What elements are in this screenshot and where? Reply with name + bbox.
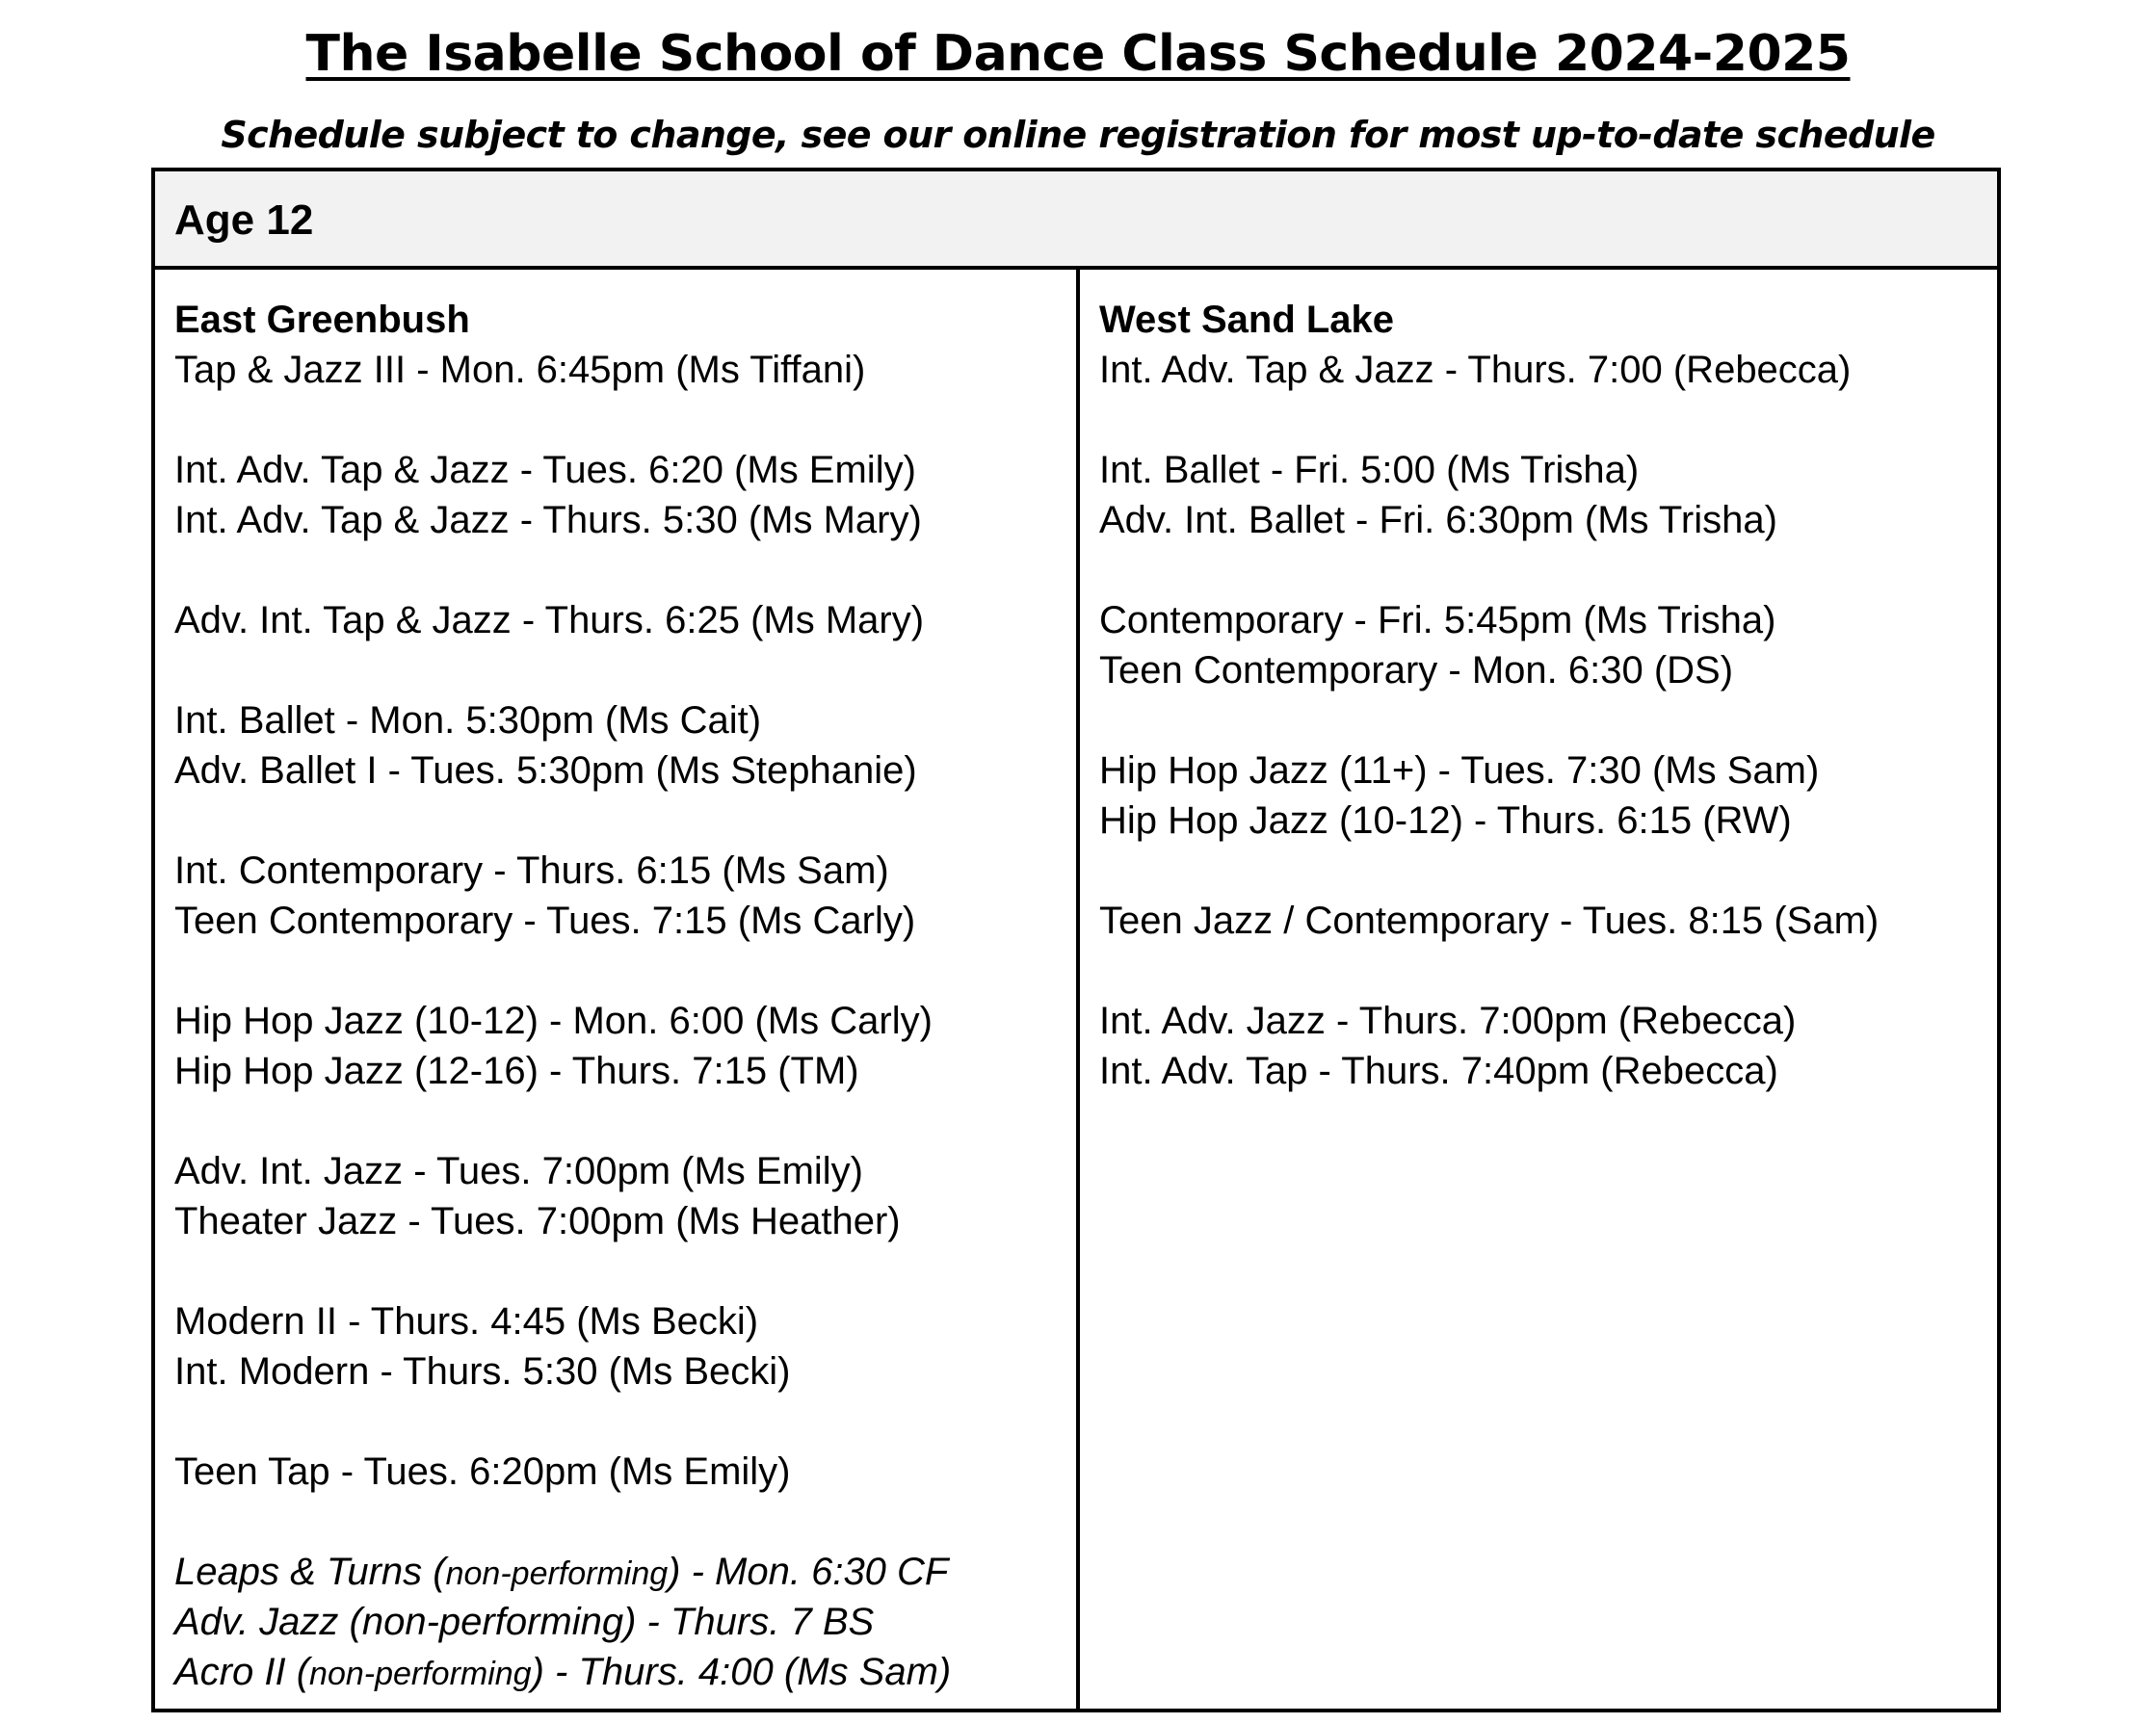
column-divider — [1076, 270, 1080, 1709]
class-details: ) - Thurs. 4:00 (Ms Sam) — [531, 1651, 952, 1693]
schedule-table — [151, 168, 2001, 1712]
east-greenbush-column — [174, 295, 1070, 1697]
class-item: Int. Adv. Jazz - Thurs. 7:00pm (Rebecca) — [1099, 1000, 1797, 1042]
class-item: Int. Ballet - Fri. 5:00 (Ms Trisha) — [1099, 449, 1640, 491]
non-performing-note: non-performing — [309, 1656, 532, 1692]
class-name: Leaps & Turns ( — [174, 1551, 446, 1593]
class-item: Adv. Int. Jazz - Tues. 7:00pm (Ms Emily) — [174, 1150, 863, 1192]
class-name: Adv. Jazz (non-performing) - Thurs. 7 BS — [174, 1601, 875, 1643]
class-item: Hip Hop Jazz (12-16) - Thurs. 7:15 (TM) — [174, 1050, 859, 1092]
class-item: Int. Modern - Thurs. 5:30 (Ms Becki) — [174, 1350, 791, 1393]
page-title: The Isabelle School of Dance Class Schedule 2024-2025 — [305, 25, 1851, 83]
non-performing-class-item — [174, 1647, 1070, 1697]
class-item: Adv. Int. Ballet - Fri. 6:30pm (Ms Trisha) — [1099, 499, 1777, 541]
class-item: Adv. Ballet I - Tues. 5:30pm (Ms Stephanie) — [174, 749, 917, 792]
age-group-label: Age 12 — [174, 196, 314, 244]
location-heading-west-sand-lake: West Sand Lake — [1099, 299, 1395, 341]
class-item: Teen Jazz / Contemporary - Tues. 8:15 (Sam) — [1099, 900, 1880, 942]
class-item: Theater Jazz - Tues. 7:00pm (Ms Heather) — [174, 1200, 901, 1242]
page-subtitle: Schedule subject to change, see our online registration for most up-to-date schedule — [221, 114, 1935, 156]
class-item: Teen Contemporary - Mon. 6:30 (DS) — [1099, 649, 1734, 692]
class-item: Int. Adv. Tap & Jazz - Tues. 6:20 (Ms Emily) — [174, 449, 916, 491]
class-item: Hip Hop Jazz (10-12) - Thurs. 6:15 (RW) — [1099, 799, 1792, 842]
non-performing-class-item — [174, 1597, 1070, 1647]
non-performing-note: non-performing — [445, 1555, 669, 1592]
class-item: Int. Adv. Tap & Jazz - Thurs. 5:30 (Ms Mary) — [174, 499, 922, 541]
class-item: Adv. Int. Tap & Jazz - Thurs. 6:25 (Ms Mary) — [174, 599, 925, 641]
class-details: ) - Mon. 6:30 CF — [668, 1551, 949, 1593]
class-item: Int. Adv. Tap - Thurs. 7:40pm (Rebecca) — [1099, 1050, 1778, 1092]
class-item: Contemporary - Fri. 5:45pm (Ms Trisha) — [1099, 599, 1776, 641]
location-heading-east-greenbush: East Greenbush — [174, 299, 470, 341]
non-performing-class-item — [174, 1547, 1070, 1597]
class-item: Tap & Jazz III - Mon. 6:45pm (Ms Tiffani) — [174, 349, 866, 391]
class-item: Hip Hop Jazz (11+) - Tues. 7:30 (Ms Sam) — [1099, 749, 1820, 792]
class-name: Acro II ( — [174, 1651, 310, 1693]
class-item: Teen Tap - Tues. 6:20pm (Ms Emily) — [174, 1450, 791, 1493]
class-item: Modern II - Thurs. 4:45 (Ms Becki) — [174, 1300, 759, 1343]
age-group-header — [155, 171, 1997, 270]
west-sand-lake-column — [1099, 295, 1995, 1096]
class-item: Hip Hop Jazz (10-12) - Mon. 6:00 (Ms Carly) — [174, 1000, 933, 1042]
class-item: Int. Ballet - Mon. 5:30pm (Ms Cait) — [174, 699, 762, 742]
class-item: Int. Adv. Tap & Jazz - Thurs. 7:00 (Rebecca) — [1099, 349, 1852, 391]
class-item: Teen Contemporary - Tues. 7:15 (Ms Carly) — [174, 900, 916, 942]
class-item: Int. Contemporary - Thurs. 6:15 (Ms Sam) — [174, 849, 889, 892]
